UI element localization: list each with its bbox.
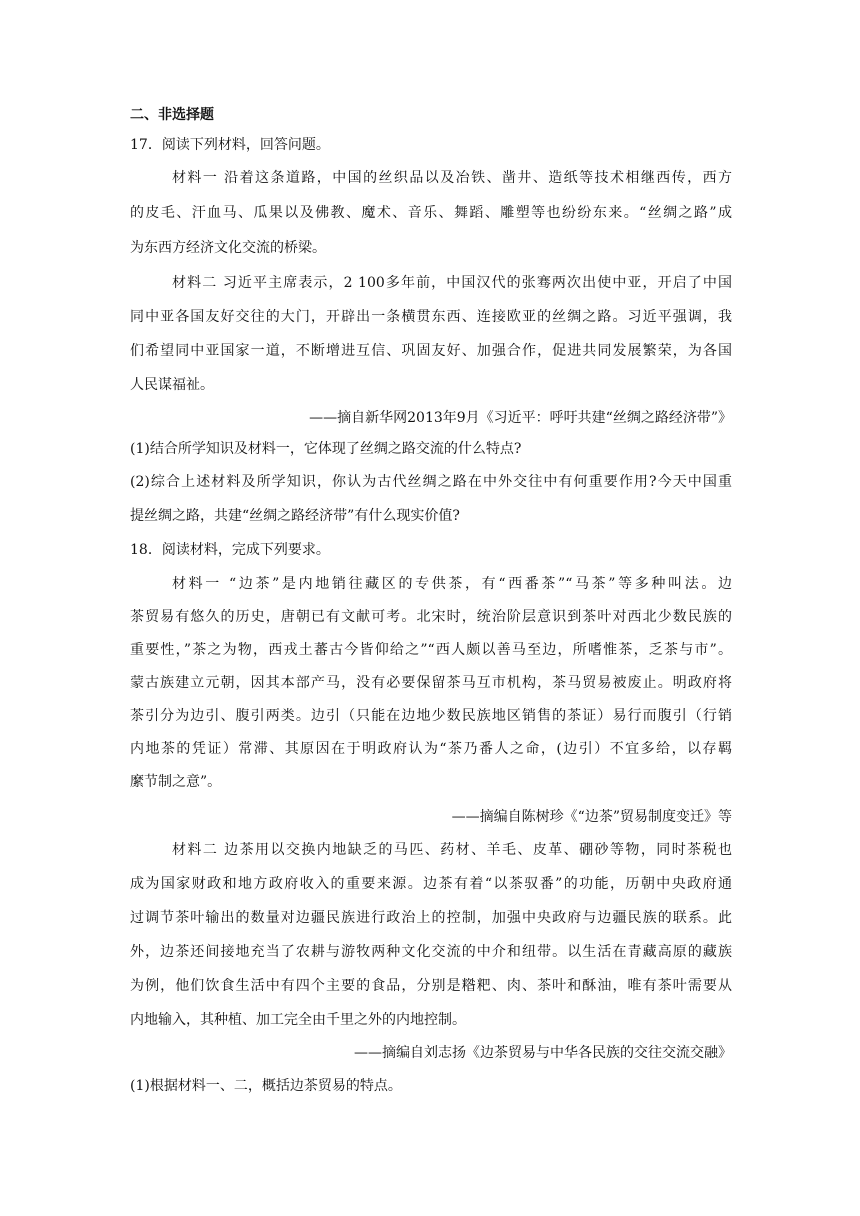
q18-material-1-line: 茶引分为边引、腹引两类。边引（只能在边地少数民族地区销售的茶证）易行而腹引（行销	[130, 708, 732, 724]
q18-material-2-line: 材料二 边茶用以交换内地缺乏的马匹、药材、羊毛、皮革、硼砂等物，同时茶税也	[172, 842, 732, 858]
q18-material-2-line: 过调节茶叶输出的数量对边疆民族进行政治上的控制，加强中央政府与边疆民族的联系。此	[130, 910, 732, 926]
q17-material-1-line: 为东西方经济文化交流的桥梁。	[130, 240, 326, 256]
section-title: 二、非选择题	[130, 107, 214, 123]
q18-source-2: ——摘编自刘志扬《边茶贸易与中华各民族的交往交流交融》	[354, 1045, 732, 1061]
q18-material-1-line: 重要性，”茶之为物，西戎土蕃古今皆仰给之”“西人颇以善马至边，所嗜惟茶，乏茶与市”。	[130, 642, 732, 658]
q18-subquestion-1: (1)根据材料一、二，概括边茶贸易的特点。	[130, 1078, 402, 1094]
q18-material-1-line: 材料一 “边茶”是内地销往藏区的专供茶，有“西番茶”“马茶”等多种叫法。边	[172, 576, 732, 592]
q18-material-1-line: 蒙古族建立元朝，因其本部产马，没有必要保留茶马互市机构，茶马贸易被废止。明政府将	[130, 675, 732, 691]
q18-source-1: ——摘编自陈树珍《“边茶”贸易制度变迁》等	[451, 809, 732, 825]
q17-material-1-line: 的皮毛、汗血马、瓜果以及佛教、魔术、音乐、舞蹈、雕塑等也纷纷东来。“丝绸之路”成	[130, 205, 732, 221]
question-18-stem: 18．阅读材料，完成下列要求。	[130, 542, 330, 558]
q18-material-2-line: 成为国家财政和地方政府收入的重要来源。边茶有着“以茶驭番”的功能，历朝中央政府通	[130, 876, 732, 892]
q18-material-1-line: 内地茶的凭证）常滞、其原因在于明政府认为“茶乃番人之命，(边引）不宜多给，以存羁	[130, 741, 732, 757]
question-17-stem: 17．阅读下列材料，回答问题。	[130, 137, 330, 153]
q18-material-1-line: 茶贸易有悠久的历史，唐朝已有文献可考。北宋时，统治阶层意识到茶叶对西北少数民族的	[130, 609, 732, 625]
q18-material-2-line: 内地输入，其种植、加工完全由千里之外的内地控制。	[130, 1012, 466, 1028]
q17-material-1-line: 材料一 沿着这条道路，中国的丝织品以及冶铁、凿井、造纸等技术相继西传，西方	[172, 170, 732, 186]
q17-subquestion-1: (1)结合所学知识及材料一，它体现了丝绸之路交流的什么特点?	[130, 441, 522, 457]
q17-source: ——摘自新华网2013年9月《习近平：呼吁共建“丝绸之路经济带”》	[309, 410, 732, 426]
q17-material-2-line: 人民谋福祉。	[130, 377, 214, 393]
q18-material-2-line: 为例，他们饮食生活中有四个主要的食品，分别是糌粑、肉、茶叶和酥油，唯有茶叶需要从	[130, 978, 732, 994]
q17-material-2-line: 同中亚各国友好交往的大门，开辟出一条横贯东西、连接欧亚的丝绸之路。习近平强调，我	[130, 309, 732, 325]
q17-material-2-line: 材料二 习近平主席表示，2 100多年前，中国汉代的张骞两次出使中亚，开启了中国	[172, 275, 732, 291]
q17-subquestion-2-line: (2)综合上述材料及所学知识，你认为古代丝绸之路在中外交往中有何重要作用?今天中国重	[130, 474, 732, 490]
q18-material-1-line: 縻节制之意”。	[130, 774, 222, 790]
q17-subquestion-2-line: 提丝绸之路，共建“丝绸之路经济带”有什么现实价值?	[130, 508, 460, 524]
q18-material-2-line: 外，边茶还间接地充当了农耕与游牧两种文化交流的中介和纽带。以生活在青藏高原的藏族	[130, 944, 732, 960]
q17-material-2-line: 们希望同中亚国家一道，不断增进互信、巩固友好、加强合作，促进共同发展繁荣，为各国	[130, 343, 732, 359]
